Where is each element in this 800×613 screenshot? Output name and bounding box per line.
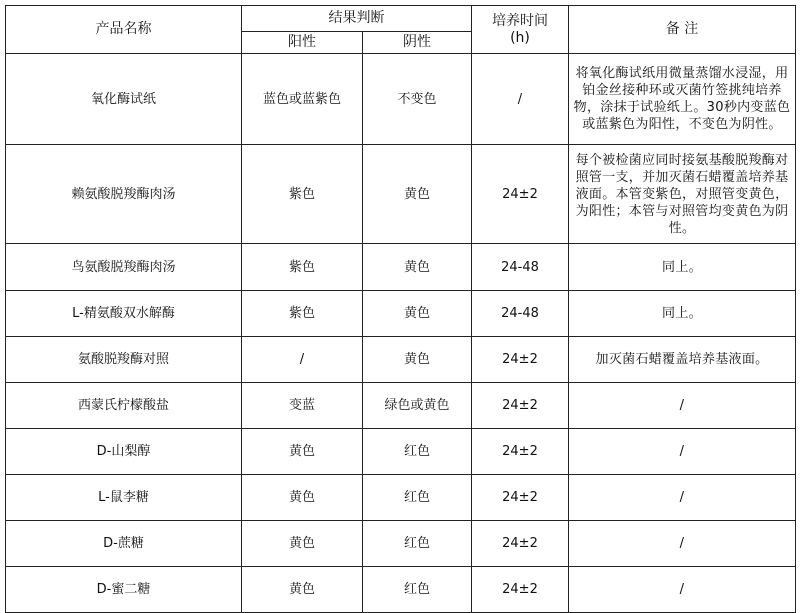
cell-time: 24±2 — [472, 145, 569, 244]
cell-positive: / — [242, 337, 363, 383]
cell-time: 24-48 — [472, 244, 569, 291]
table-row — [6, 521, 796, 567]
cell-note: 将氧化酶试纸用微量蒸馏水浸湿，用铂金丝接种环或灭菌竹签挑纯培养物，涂抹于试验纸上。30秒内变蓝色或蓝紫色为阳性，不变色为阴性。 — [569, 54, 796, 145]
table-header-row — [6, 6, 796, 32]
table-row — [6, 567, 796, 613]
table-row — [6, 475, 796, 521]
cell-note: 同上。 — [569, 291, 796, 337]
cell-negative: 黄色 — [363, 145, 472, 244]
header-culture-time-unit: (h) — [510, 29, 530, 46]
cell-note: 加灭菌石蜡覆盖培养基液面。 — [569, 337, 796, 383]
cell-product: L-鼠李糖 — [6, 475, 242, 521]
header-remarks: 备 注 — [569, 6, 796, 54]
cell-note: / — [569, 383, 796, 429]
cell-positive: 变蓝 — [242, 383, 363, 429]
table-row — [6, 244, 796, 291]
cell-product: 赖氨酸脱羧酶肉汤 — [6, 145, 242, 244]
cell-time: 24±2 — [472, 567, 569, 613]
cell-note: 每个被检菌应同时接氨基酸脱羧酶对照管一支，并加灭菌石蜡覆盖培养基液面。本管变紫色，对照管变黄色，为阳性；本管与对照管均变黄色为阴性。 — [569, 145, 796, 244]
cell-product: 氧化酶试纸 — [6, 54, 242, 145]
cell-negative: 绿色或黄色 — [363, 383, 472, 429]
cell-time: 24±2 — [472, 521, 569, 567]
header-culture-time-label: 培养时间 — [492, 12, 548, 29]
cell-product: D-蜜二糖 — [6, 567, 242, 613]
header-result: 结果判断 — [242, 6, 472, 32]
cell-positive: 紫色 — [242, 291, 363, 337]
cell-negative: 红色 — [363, 567, 472, 613]
cell-note: / — [569, 475, 796, 521]
header-positive: 阳性 — [242, 32, 363, 54]
cell-note: / — [569, 429, 796, 475]
cell-negative: 不变色 — [363, 54, 472, 145]
table-row — [6, 54, 796, 145]
table-row — [6, 337, 796, 383]
cell-positive: 紫色 — [242, 244, 363, 291]
cell-time: 24-48 — [472, 291, 569, 337]
cell-positive: 黄色 — [242, 567, 363, 613]
cell-note: / — [569, 521, 796, 567]
header-product-name: 产品名称 — [6, 6, 242, 54]
cell-negative: 黄色 — [363, 337, 472, 383]
cell-positive: 紫色 — [242, 145, 363, 244]
cell-product: L-精氨酸双水解酶 — [6, 291, 242, 337]
table-row — [6, 145, 796, 244]
cell-positive: 蓝色或蓝紫色 — [242, 54, 363, 145]
cell-product: D-山梨醇 — [6, 429, 242, 475]
table-row — [6, 429, 796, 475]
cell-time: 24±2 — [472, 429, 569, 475]
cell-negative: 黄色 — [363, 291, 472, 337]
cell-product: D-蔗糖 — [6, 521, 242, 567]
table-row — [6, 291, 796, 337]
header-negative: 阴性 — [363, 32, 472, 54]
cell-negative: 红色 — [363, 429, 472, 475]
cell-time: 24±2 — [472, 383, 569, 429]
table-row — [6, 383, 796, 429]
cell-product: 鸟氨酸脱羧酶肉汤 — [6, 244, 242, 291]
cell-note: 同上。 — [569, 244, 796, 291]
cell-time: 24±2 — [472, 475, 569, 521]
cell-positive: 黄色 — [242, 429, 363, 475]
cell-positive: 黄色 — [242, 521, 363, 567]
cell-time: 24±2 — [472, 337, 569, 383]
cell-positive: 黄色 — [242, 475, 363, 521]
cell-negative: 黄色 — [363, 244, 472, 291]
cell-product: 氨酸脱羧酶对照 — [6, 337, 242, 383]
cell-product: 西蒙氏柠檬酸盐 — [6, 383, 242, 429]
cell-time: / — [472, 54, 569, 145]
cell-negative: 红色 — [363, 475, 472, 521]
header-culture-time — [472, 6, 569, 54]
cell-negative: 红色 — [363, 521, 472, 567]
cell-note: / — [569, 567, 796, 613]
result-judgment-table — [5, 5, 796, 613]
